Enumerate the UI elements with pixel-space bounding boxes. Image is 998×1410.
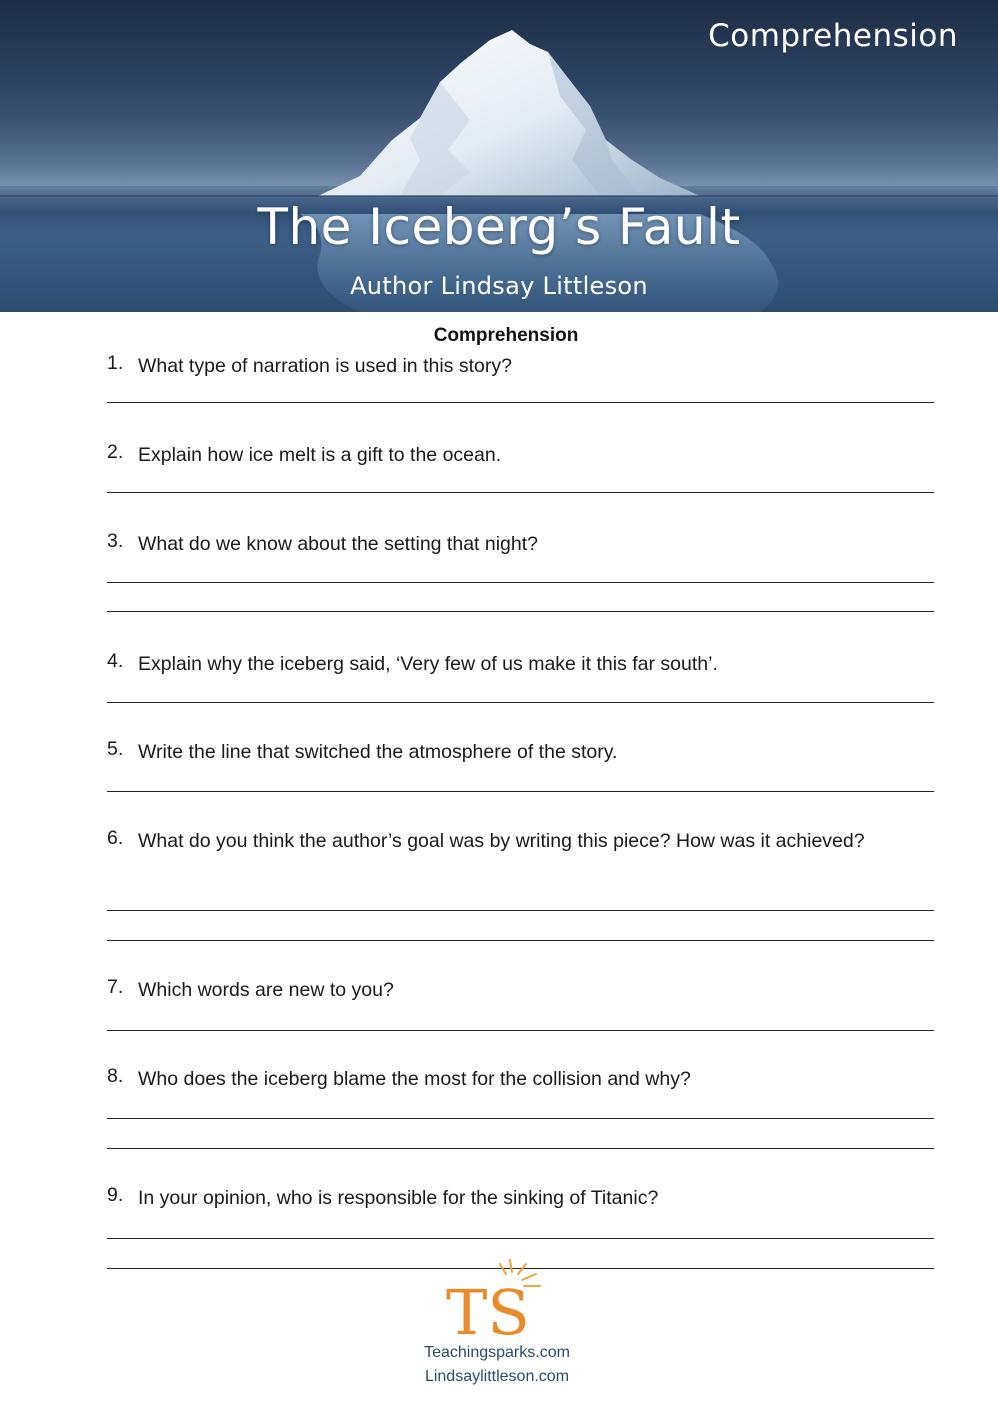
- question-text: In your opinion, who is responsible for the sinking of Titanic?: [138, 1187, 659, 1209]
- question-text: Explain why the iceberg said, ‘Very few of us make it this far south’.: [138, 653, 718, 675]
- question-number: 1.: [107, 352, 124, 374]
- answer-line[interactable]: [107, 1238, 934, 1239]
- question-number: 4.: [107, 650, 124, 672]
- question-text: What do you think the author’s goal was by writing this piece? How was it achieved?: [138, 830, 865, 852]
- teachingsparks-logo: [438, 1258, 548, 1340]
- question-number: 8.: [107, 1065, 124, 1087]
- question-number: 5.: [107, 738, 124, 760]
- answer-line[interactable]: [107, 1118, 934, 1119]
- footer-link-lindsaylittleson[interactable]: Lindsaylittleson.com: [424, 1368, 570, 1385]
- question-number: 3.: [107, 530, 124, 552]
- footer-link-teachingsparks[interactable]: Teachingsparks.com: [424, 1344, 570, 1361]
- answer-line[interactable]: [107, 582, 934, 583]
- worksheet-title: The Iceberg’s Fault: [257, 198, 741, 256]
- answer-line[interactable]: [107, 1030, 934, 1031]
- logo-monogram: TS: [446, 1276, 530, 1340]
- question-text: Explain how ice melt is a gift to the ocean.: [138, 444, 502, 466]
- question-text: Write the line that switched the atmosphere of the story.: [138, 741, 618, 763]
- answer-line[interactable]: [107, 702, 934, 703]
- answer-line[interactable]: [107, 611, 934, 612]
- question-text: Which words are new to you?: [138, 979, 394, 1001]
- author-line: Author Lindsay Littleson: [350, 272, 648, 300]
- answer-line[interactable]: [107, 791, 934, 792]
- answer-line[interactable]: [107, 492, 934, 493]
- answer-line[interactable]: [107, 910, 934, 911]
- question-number: 6.: [107, 827, 124, 849]
- answer-line[interactable]: [107, 940, 934, 941]
- question-number: 7.: [107, 976, 124, 998]
- banner-tag: Comprehension: [708, 18, 958, 54]
- question-number: 9.: [107, 1184, 124, 1206]
- question-number: 2.: [107, 441, 124, 463]
- answer-line[interactable]: [107, 402, 934, 403]
- question-text: Who does the iceberg blame the most for the collision and why?: [138, 1068, 691, 1090]
- question-text: What do we know about the setting that night?: [138, 533, 539, 555]
- question-text: What type of narration is used in this story?: [138, 355, 512, 377]
- section-heading: Comprehension: [433, 325, 579, 346]
- answer-line[interactable]: [107, 1148, 934, 1149]
